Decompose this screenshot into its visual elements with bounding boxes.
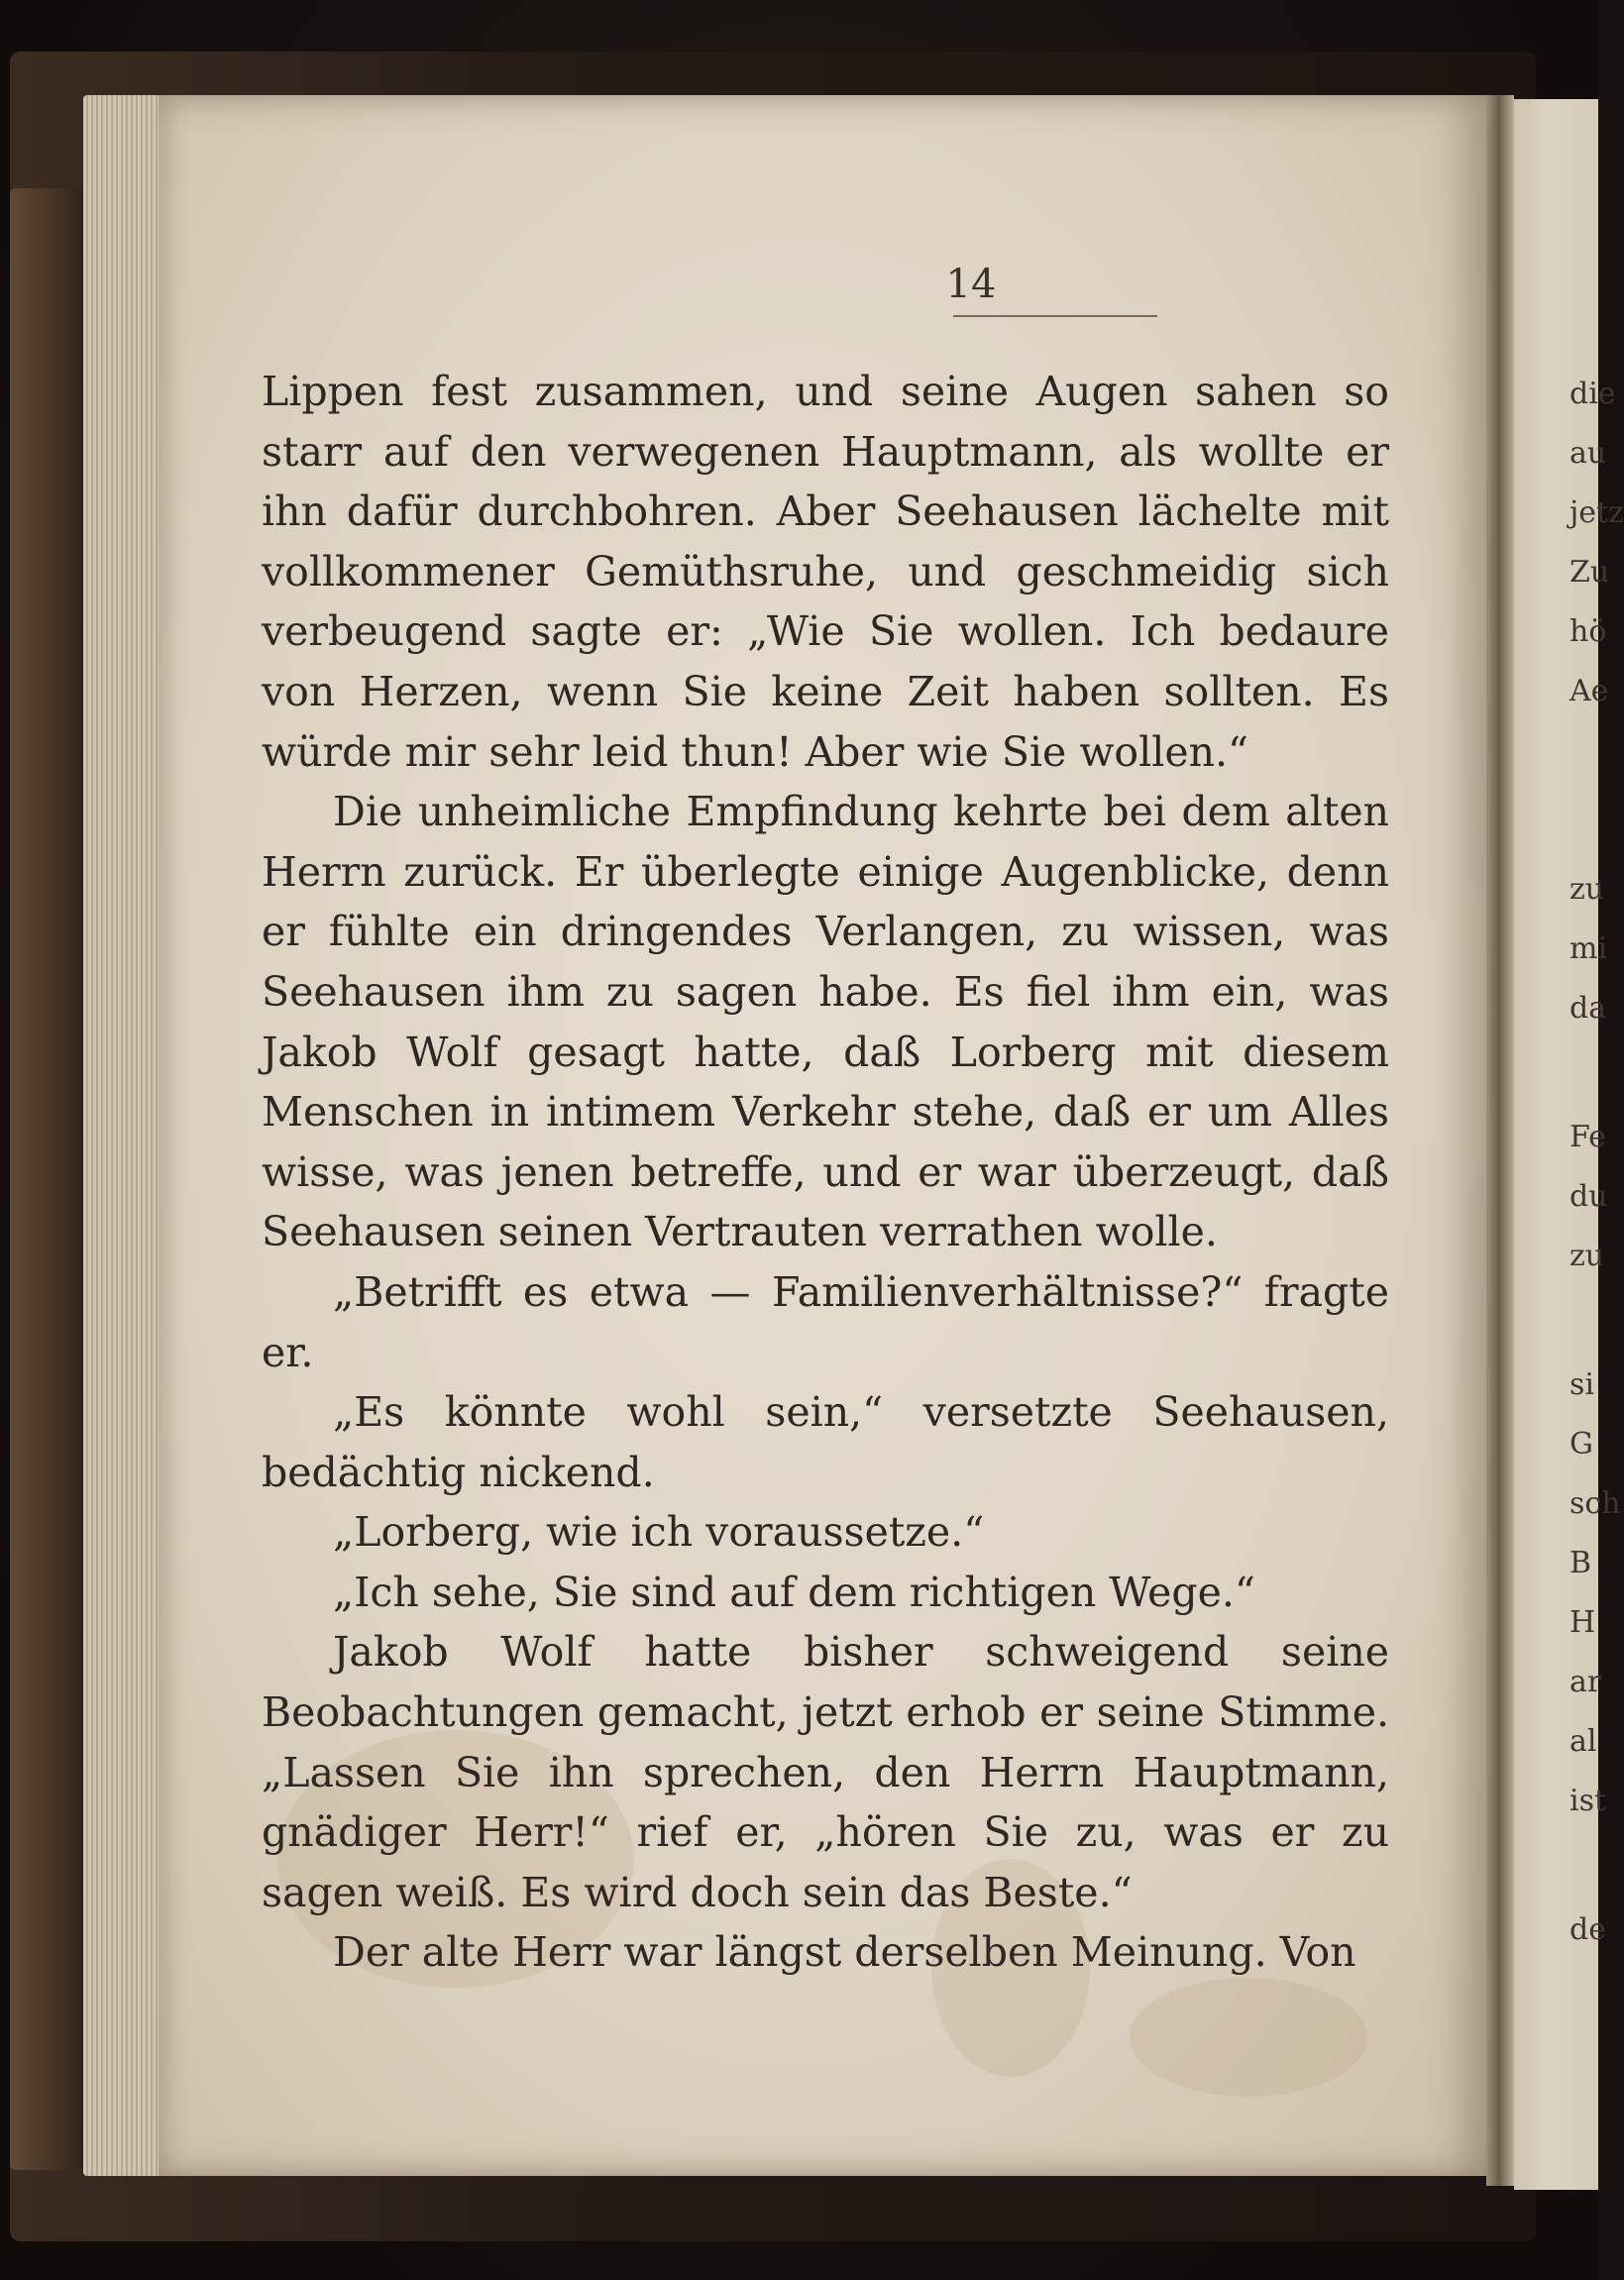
facing-text-fragment: au [1570, 436, 1607, 471]
paragraph: Der alte Herr war längst derselben Meinung. Von [333, 1928, 1356, 1977]
paragraph: Lippen fest zusammen, und seine Augen sahen so starr auf den verwegenen Hauptmann, als wollte er ihn dafür durchbohren. Aber Seehausen lächelte mit vollkommener Gemüthsruhe, und geschmeidig sich verbeugend sagte er: „Wie Sie wollen. Ich bedaure von Herzen, wenn Sie keine Zeit haben sollten. Es würde mir sehr leid thun! Aber wie Sie wollen.“ [262, 368, 1389, 776]
facing-text-fragment: B [1570, 1546, 1592, 1580]
page-stack-edges [83, 95, 162, 2176]
paragraph: „Es könnte wohl sein,“ versetzte Seehausen, bedächtig nickend. [262, 1388, 1389, 1496]
facing-text-fragment: G [1570, 1427, 1593, 1462]
header-rule [953, 315, 1157, 317]
facing-text-fragment: sch [1570, 1486, 1621, 1521]
page-stain [1130, 1978, 1367, 2097]
page-number-text: 14 [945, 262, 997, 307]
page-body-text [262, 362, 1389, 1983]
facing-page [1514, 99, 1624, 2190]
facing-text-fragment: zu [1570, 872, 1605, 907]
facing-text-fragment: ar [1570, 1665, 1602, 1699]
cover-edge [10, 188, 84, 2170]
facing-text-fragment: Fe [1570, 1120, 1606, 1154]
facing-text-fragment: mi [1570, 931, 1608, 966]
facing-text-fragment: du [1570, 1179, 1608, 1214]
facing-text-fragment: al [1570, 1724, 1597, 1759]
facing-text-fragment: si [1570, 1367, 1594, 1402]
paragraph: Jakob Wolf hatte bisher schweigend seine Beobachtungen gemacht, jetzt erhob er seine Stimme. „Lassen Sie ihn sprechen, den Herrn Hauptmann, gnädiger Herr!“ rief er, „hören Sie zu, was er zu sagen weiß. Es wird doch sein das Beste.“ [262, 1628, 1389, 1916]
facing-text-fragment: da [1570, 991, 1607, 1026]
facing-text-fragment: die [1570, 377, 1616, 411]
facing-text-fragment: H [1570, 1605, 1596, 1640]
paragraph: „Lorberg, wie ich voraussetze.“ [333, 1508, 985, 1557]
paragraph: Die unheimliche Empfindung kehrte bei dem alten Herrn zurück. Er überlegte einige Augenblicke, denn er fühlte ein dringendes Verlangen, zu wissen, was Seehausen ihm zu sagen habe. Es fiel ihm ein, was Jakob Wolf gesagt hatte, daß Lorberg mit diesem Menschen in intimem Verkehr stehe, daß er um Alles wisse, was jenen betreffe, und er war überzeugt, daß Seehausen seinen Vertrauten verrathen wolle. [262, 788, 1389, 1256]
facing-text-fragment: zu [1570, 1239, 1605, 1273]
paragraph: „Betrifft es etwa — Familienverhältnisse?“ fragte er. [262, 1267, 1389, 1376]
facing-text-fragment: de [1570, 1912, 1606, 1947]
facing-text-fragment: hö [1570, 614, 1607, 649]
facing-text-fragment: Zu [1570, 555, 1610, 590]
paragraph: „Ich sehe, Sie sind auf dem richtigen Wege.“ [333, 1568, 1255, 1616]
facing-text-fragment: jetz [1570, 495, 1624, 530]
book-gutter [1486, 95, 1514, 2186]
facing-text-fragment: ist [1570, 1784, 1607, 1818]
facing-text-fragment: Ae [1570, 674, 1609, 708]
page-number [159, 262, 1486, 307]
